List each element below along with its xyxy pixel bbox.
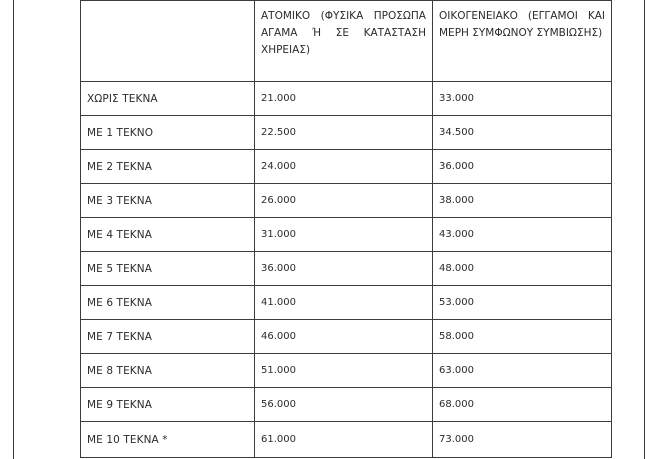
table-row <box>81 218 612 252</box>
individual-limit-cell: 61.000 <box>255 422 433 458</box>
table-row <box>81 82 612 116</box>
page-border-right <box>644 0 645 459</box>
header-empty-cell <box>81 1 255 82</box>
family-limit-cell: 33.000 <box>433 82 612 116</box>
individual-limit-cell: 41.000 <box>255 286 433 320</box>
table-row <box>81 422 612 458</box>
row-label-cell: ΜΕ 9 ΤΕΚΝΑ <box>81 388 255 422</box>
table-row <box>81 184 612 218</box>
row-label-cell: ΜΕ 4 ΤΕΚΝΑ <box>81 218 255 252</box>
header-family: ΟΙΚΟΓΕΝΕΙΑΚΟ (ΕΓΓΑΜΟΙ ΚΑΙ ΜΕΡΗ ΣΥΜΦΩΝΟΥ ΣΥΜΒΙΩΣΗΣ) <box>433 1 612 82</box>
individual-limit-cell: 26.000 <box>255 184 433 218</box>
individual-limit-cell: 56.000 <box>255 388 433 422</box>
family-limit-cell: 63.000 <box>433 354 612 388</box>
individual-limit-cell: 24.000 <box>255 150 433 184</box>
family-limit-cell: 53.000 <box>433 286 612 320</box>
family-limit-cell: 36.000 <box>433 150 612 184</box>
family-limit-cell: 58.000 <box>433 320 612 354</box>
individual-limit-cell: 36.000 <box>255 252 433 286</box>
table-body <box>81 82 612 458</box>
row-label-cell: ΜΕ 10 ΤΕΚΝΑ * <box>81 422 255 458</box>
row-label-cell: ΜΕ 3 ΤΕΚΝΑ <box>81 184 255 218</box>
page-border-left <box>13 0 14 459</box>
individual-limit-cell: 51.000 <box>255 354 433 388</box>
row-label-cell: ΧΩΡΙΣ ΤΕΚΝΑ <box>81 82 255 116</box>
table-row <box>81 320 612 354</box>
family-limit-cell: 34.500 <box>433 116 612 150</box>
table-row <box>81 354 612 388</box>
table-row <box>81 388 612 422</box>
individual-limit-cell: 22.500 <box>255 116 433 150</box>
family-limit-cell: 73.000 <box>433 422 612 458</box>
family-limit-cell: 68.000 <box>433 388 612 422</box>
individual-limit-cell: 31.000 <box>255 218 433 252</box>
row-label-cell: ΜΕ 1 ΤΕΚΝΟ <box>81 116 255 150</box>
row-label-cell: ΜΕ 7 ΤΕΚΝΑ <box>81 320 255 354</box>
row-label-cell: ΜΕ 5 ΤΕΚΝΑ <box>81 252 255 286</box>
row-label-cell: ΜΕ 6 ΤΕΚΝΑ <box>81 286 255 320</box>
table-row <box>81 286 612 320</box>
row-label-cell: ΜΕ 2 ΤΕΚΝΑ <box>81 150 255 184</box>
individual-limit-cell: 46.000 <box>255 320 433 354</box>
income-limits-table <box>80 0 612 458</box>
individual-limit-cell: 21.000 <box>255 82 433 116</box>
family-limit-cell: 38.000 <box>433 184 612 218</box>
table-header-row <box>81 1 612 82</box>
table-row <box>81 252 612 286</box>
family-limit-cell: 43.000 <box>433 218 612 252</box>
table-row <box>81 116 612 150</box>
row-label-cell: ΜΕ 8 ΤΕΚΝΑ <box>81 354 255 388</box>
table-row <box>81 150 612 184</box>
family-limit-cell: 48.000 <box>433 252 612 286</box>
header-individual: ΑΤΟΜΙΚΟ (ΦΥΣΙΚΑ ΠΡΟΣΩΠΑ ΑΓΑΜΑ Ή ΣΕ ΚΑΤΑΣΤΑΣΗ ΧΗΡΕΙΑΣ) <box>255 1 433 82</box>
